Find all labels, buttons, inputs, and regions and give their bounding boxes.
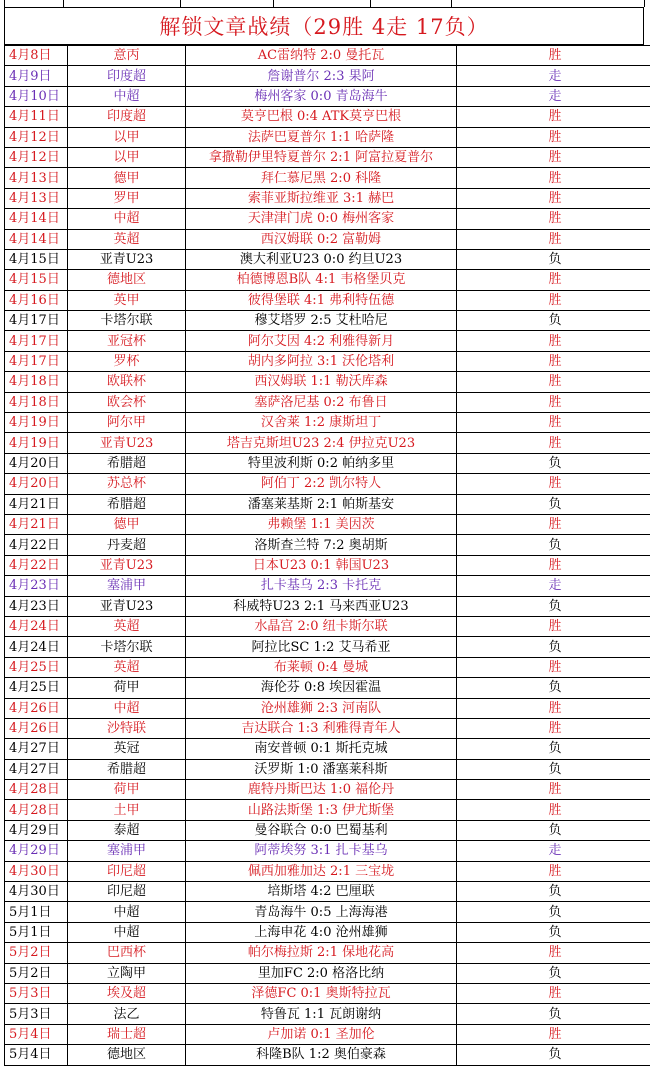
match-cell: 南安普顿 0:1 斯托克城 xyxy=(186,739,457,759)
result-cell: 胜 xyxy=(457,433,650,453)
result-cell: 胜 xyxy=(457,46,650,66)
table-row xyxy=(5,922,650,942)
match-cell: 水晶宫 2:0 纽卡斯尔联 xyxy=(186,616,457,636)
league-cell: 沙特联 xyxy=(68,718,186,738)
table-row xyxy=(5,270,650,290)
match-cell: 胡内多阿拉 3:1 沃伦塔利 xyxy=(186,351,457,371)
league-cell: 泰超 xyxy=(68,820,186,840)
league-cell: 印尼超 xyxy=(68,861,186,881)
match-cell: 泽德FC 0:1 奥斯特拉瓦 xyxy=(186,983,457,1003)
result-cell: 胜 xyxy=(457,331,650,351)
result-cell: 胜 xyxy=(457,209,650,229)
match-cell: 阿伯丁 2:2 凯尔特人 xyxy=(186,474,457,494)
table-row xyxy=(5,882,650,902)
date-cell: 4月12日 xyxy=(5,127,68,147)
result-cell: 负 xyxy=(457,494,650,514)
league-cell: 印度超 xyxy=(68,107,186,127)
table-row xyxy=(5,902,650,922)
league-cell: 德甲 xyxy=(68,514,186,534)
result-cell: 负 xyxy=(457,453,650,473)
table-row xyxy=(5,983,650,1003)
league-cell: 苏总杯 xyxy=(68,474,186,494)
table-row xyxy=(5,1045,650,1065)
league-cell: 立陶甲 xyxy=(68,963,186,983)
table-row xyxy=(5,494,650,514)
date-cell: 4月12日 xyxy=(5,147,68,167)
result-cell: 负 xyxy=(457,963,650,983)
result-cell: 胜 xyxy=(457,270,650,290)
result-cell: 胜 xyxy=(457,1024,650,1044)
league-cell: 土甲 xyxy=(68,800,186,820)
result-cell: 胜 xyxy=(457,290,650,310)
date-cell: 4月17日 xyxy=(5,331,68,351)
table-row xyxy=(5,209,650,229)
date-cell: 4月23日 xyxy=(5,596,68,616)
league-cell: 德甲 xyxy=(68,168,186,188)
match-cell: 澳大利亚U23 0:0 约旦U23 xyxy=(186,249,457,269)
date-cell: 5月4日 xyxy=(5,1024,68,1044)
result-cell: 胜 xyxy=(457,555,650,575)
result-cell: 走 xyxy=(457,66,650,86)
league-cell: 巴西杯 xyxy=(68,943,186,963)
match-cell: 阿蒂埃努 3:1 扎卡基乌 xyxy=(186,841,457,861)
match-cell: 索菲亚斯拉维亚 3:1 赫巴 xyxy=(186,188,457,208)
result-cell: 胜 xyxy=(457,474,650,494)
date-cell: 4月19日 xyxy=(5,433,68,453)
league-cell: 罗杯 xyxy=(68,351,186,371)
match-cell: 阿拉比SC 1:2 艾马希亚 xyxy=(186,637,457,657)
league-cell: 中超 xyxy=(68,902,186,922)
table-row xyxy=(5,759,650,779)
date-cell: 5月2日 xyxy=(5,963,68,983)
table-row xyxy=(5,657,650,677)
league-cell: 欧联杯 xyxy=(68,372,186,392)
date-cell: 4月18日 xyxy=(5,392,68,412)
match-cell: 科隆B队 1:2 奥伯豪森 xyxy=(186,1045,457,1065)
date-cell: 4月20日 xyxy=(5,474,68,494)
match-cell: 上海申花 4:0 沧州雄狮 xyxy=(186,922,457,942)
result-cell: 胜 xyxy=(457,147,650,167)
match-cell: 天津津门虎 0:0 梅州客家 xyxy=(186,209,457,229)
result-cell: 胜 xyxy=(457,514,650,534)
table-row xyxy=(5,739,650,759)
date-cell: 4月14日 xyxy=(5,209,68,229)
date-cell: 4月11日 xyxy=(5,107,68,127)
match-cell: 海伦芬 0:8 埃因霍温 xyxy=(186,678,457,698)
table-row xyxy=(5,46,650,66)
date-cell: 4月20日 xyxy=(5,453,68,473)
match-cell: 沧州雄狮 2:3 河南队 xyxy=(186,698,457,718)
league-cell: 中超 xyxy=(68,698,186,718)
match-cell: 穆艾塔罗 2:5 艾杜哈尼 xyxy=(186,311,457,331)
match-cell: 梅州客家 0:0 青岛海牛 xyxy=(186,86,457,106)
table-row xyxy=(5,229,650,249)
result-cell: 负 xyxy=(457,739,650,759)
table-row xyxy=(5,841,650,861)
match-cell: 特鲁瓦 1:1 瓦朗谢纳 xyxy=(186,1004,457,1024)
league-cell: 亚青U23 xyxy=(68,596,186,616)
result-cell: 胜 xyxy=(457,188,650,208)
date-cell: 4月10日 xyxy=(5,86,68,106)
result-cell: 胜 xyxy=(457,229,650,249)
table-row xyxy=(5,107,650,127)
table-row xyxy=(5,188,650,208)
table-row xyxy=(5,861,650,881)
result-cell: 胜 xyxy=(457,983,650,1003)
table-row xyxy=(5,1004,650,1024)
table-row xyxy=(5,596,650,616)
table-row xyxy=(5,800,650,820)
table-row xyxy=(5,1024,650,1044)
date-cell: 4月30日 xyxy=(5,861,68,881)
league-cell: 印度超 xyxy=(68,66,186,86)
league-cell: 塞浦甲 xyxy=(68,576,186,596)
date-cell: 4月17日 xyxy=(5,351,68,371)
table-row xyxy=(5,576,650,596)
league-cell: 希腊超 xyxy=(68,453,186,473)
match-cell: 鹿特丹斯巴达 1:0 福伦丹 xyxy=(186,780,457,800)
date-cell: 4月16日 xyxy=(5,290,68,310)
match-cell: 汉舍莱 1:2 康斯坦丁 xyxy=(186,413,457,433)
match-cell: AC雷纳特 2:0 曼托瓦 xyxy=(186,46,457,66)
date-cell: 4月21日 xyxy=(5,494,68,514)
match-cell: 曼谷联合 0:0 巴蜀基利 xyxy=(186,820,457,840)
match-cell: 西汉姆联 0:2 富勒姆 xyxy=(186,229,457,249)
match-cell: 扎卡基乌 2:3 卡托克 xyxy=(186,576,457,596)
result-cell: 胜 xyxy=(457,168,650,188)
results-table xyxy=(4,45,650,1066)
result-cell: 负 xyxy=(457,1045,650,1065)
result-cell: 胜 xyxy=(457,616,650,636)
match-cell: 弗赖堡 1:1 美因茨 xyxy=(186,514,457,534)
table-row xyxy=(5,168,650,188)
date-cell: 4月25日 xyxy=(5,678,68,698)
result-cell: 负 xyxy=(457,1004,650,1024)
result-cell: 负 xyxy=(457,249,650,269)
date-cell: 4月26日 xyxy=(5,698,68,718)
table-row xyxy=(5,963,650,983)
table-row xyxy=(5,474,650,494)
result-cell: 走 xyxy=(457,86,650,106)
date-cell: 4月17日 xyxy=(5,311,68,331)
sheet-title: 解锁文章战绩（29胜 4走 17负） xyxy=(4,7,644,45)
match-cell: 拿撒勒伊里特夏普尔 2:1 阿富拉夏普尔 xyxy=(186,147,457,167)
league-cell: 英超 xyxy=(68,616,186,636)
date-cell: 5月3日 xyxy=(5,983,68,1003)
table-row xyxy=(5,718,650,738)
result-cell: 胜 xyxy=(457,780,650,800)
league-cell: 英超 xyxy=(68,229,186,249)
league-cell: 英甲 xyxy=(68,290,186,310)
table-row xyxy=(5,147,650,167)
league-cell: 以甲 xyxy=(68,127,186,147)
result-cell: 胜 xyxy=(457,127,650,147)
date-cell: 4月13日 xyxy=(5,188,68,208)
date-cell: 4月29日 xyxy=(5,841,68,861)
match-cell: 特里波利斯 0:2 帕纳多里 xyxy=(186,453,457,473)
league-cell: 瑞士超 xyxy=(68,1024,186,1044)
table-row xyxy=(5,555,650,575)
table-row xyxy=(5,249,650,269)
table-row xyxy=(5,637,650,657)
match-cell: 西汉姆联 1:1 勒沃库森 xyxy=(186,372,457,392)
match-cell: 塞萨洛尼基 0:2 布鲁日 xyxy=(186,392,457,412)
match-cell: 阿尔艾因 4:2 利雅得新月 xyxy=(186,331,457,351)
table-row xyxy=(5,514,650,534)
table-row xyxy=(5,66,650,86)
result-cell: 胜 xyxy=(457,392,650,412)
league-cell: 塞浦甲 xyxy=(68,841,186,861)
result-cell: 胜 xyxy=(457,861,650,881)
date-cell: 5月3日 xyxy=(5,1004,68,1024)
result-cell: 胜 xyxy=(457,800,650,820)
match-cell: 柏德博恩B队 4:1 韦格堡贝克 xyxy=(186,270,457,290)
result-cell: 胜 xyxy=(457,107,650,127)
date-cell: 4月14日 xyxy=(5,229,68,249)
date-cell: 4月22日 xyxy=(5,555,68,575)
date-cell: 4月23日 xyxy=(5,576,68,596)
table-row xyxy=(5,943,650,963)
date-cell: 4月28日 xyxy=(5,780,68,800)
result-cell: 胜 xyxy=(457,657,650,677)
result-cell: 负 xyxy=(457,311,650,331)
table-row xyxy=(5,535,650,555)
date-cell: 4月24日 xyxy=(5,637,68,657)
league-cell: 以甲 xyxy=(68,147,186,167)
table-row xyxy=(5,780,650,800)
date-cell: 4月26日 xyxy=(5,718,68,738)
result-cell: 胜 xyxy=(457,943,650,963)
match-cell: 法萨巴夏普尔 1:1 哈萨隆 xyxy=(186,127,457,147)
result-cell: 胜 xyxy=(457,718,650,738)
match-cell: 科威特U23 2:1 马来西亚U23 xyxy=(186,596,457,616)
date-cell: 5月1日 xyxy=(5,922,68,942)
result-cell: 负 xyxy=(457,902,650,922)
league-cell: 希腊超 xyxy=(68,494,186,514)
date-cell: 4月25日 xyxy=(5,657,68,677)
match-cell: 塔吉克斯坦U23 2:4 伊拉克U23 xyxy=(186,433,457,453)
league-cell: 意丙 xyxy=(68,46,186,66)
date-cell: 5月1日 xyxy=(5,902,68,922)
table-row xyxy=(5,351,650,371)
match-cell: 吉达联合 1:3 利雅得青年人 xyxy=(186,718,457,738)
match-cell: 洛斯查兰特 7:2 奥胡斯 xyxy=(186,535,457,555)
result-cell: 胜 xyxy=(457,413,650,433)
match-cell: 卢加诺 0:1 圣加伦 xyxy=(186,1024,457,1044)
date-cell: 4月30日 xyxy=(5,882,68,902)
league-cell: 丹麦超 xyxy=(68,535,186,555)
result-cell: 负 xyxy=(457,759,650,779)
league-cell: 法乙 xyxy=(68,1004,186,1024)
table-row xyxy=(5,413,650,433)
result-cell: 负 xyxy=(457,637,650,657)
match-cell: 帕尔梅拉斯 2:1 保地花高 xyxy=(186,943,457,963)
date-cell: 4月24日 xyxy=(5,616,68,636)
league-cell: 英超 xyxy=(68,657,186,677)
league-cell: 荷甲 xyxy=(68,678,186,698)
league-cell: 中超 xyxy=(68,922,186,942)
league-cell: 希腊超 xyxy=(68,759,186,779)
date-cell: 4月13日 xyxy=(5,168,68,188)
table-row xyxy=(5,616,650,636)
league-cell: 德地区 xyxy=(68,270,186,290)
date-cell: 4月15日 xyxy=(5,270,68,290)
match-cell: 里加FC 2:0 格洛比纳 xyxy=(186,963,457,983)
table-row xyxy=(5,678,650,698)
match-cell: 佩西加雅加达 2:1 三宝垅 xyxy=(186,861,457,881)
result-cell: 负 xyxy=(457,535,650,555)
match-cell: 青岛海牛 0:5 上海海港 xyxy=(186,902,457,922)
table-row xyxy=(5,698,650,718)
league-cell: 阿尔甲 xyxy=(68,413,186,433)
table-row xyxy=(5,311,650,331)
league-cell: 欧会杯 xyxy=(68,392,186,412)
results-table-body xyxy=(5,46,650,1066)
date-cell: 5月2日 xyxy=(5,943,68,963)
table-row xyxy=(5,331,650,351)
date-cell: 4月28日 xyxy=(5,800,68,820)
table-row xyxy=(5,372,650,392)
match-cell: 莫亨巴根 0:4 ATK莫亨巴根 xyxy=(186,107,457,127)
table-row xyxy=(5,86,650,106)
league-cell: 印尼超 xyxy=(68,882,186,902)
result-cell: 负 xyxy=(457,596,650,616)
date-cell: 4月18日 xyxy=(5,372,68,392)
league-cell: 卡塔尔联 xyxy=(68,311,186,331)
date-cell: 4月8日 xyxy=(5,46,68,66)
result-cell: 胜 xyxy=(457,351,650,371)
league-cell: 亚冠杯 xyxy=(68,331,186,351)
league-cell: 亚青U23 xyxy=(68,249,186,269)
table-row xyxy=(5,820,650,840)
date-cell: 4月9日 xyxy=(5,66,68,86)
result-cell: 负 xyxy=(457,820,650,840)
result-cell: 走 xyxy=(457,841,650,861)
date-cell: 4月21日 xyxy=(5,514,68,534)
match-cell: 潘塞莱基斯 2:1 帕斯基安 xyxy=(186,494,457,514)
date-cell: 5月4日 xyxy=(5,1045,68,1065)
result-cell: 走 xyxy=(457,576,650,596)
league-cell: 罗甲 xyxy=(68,188,186,208)
match-cell: 彼得堡联 4:1 弗利特伍德 xyxy=(186,290,457,310)
date-cell: 4月29日 xyxy=(5,820,68,840)
match-cell: 拜仁慕尼黑 2:0 科隆 xyxy=(186,168,457,188)
date-cell: 4月15日 xyxy=(5,249,68,269)
result-cell: 负 xyxy=(457,678,650,698)
match-cell: 日本U23 0:1 韩国U23 xyxy=(186,555,457,575)
league-cell: 英冠 xyxy=(68,739,186,759)
match-cell: 沃罗斯 1:0 潘塞莱科斯 xyxy=(186,759,457,779)
league-cell: 亚青U23 xyxy=(68,433,186,453)
result-cell: 胜 xyxy=(457,698,650,718)
table-row xyxy=(5,127,650,147)
match-cell: 山路法斯堡 1:3 伊尤斯堡 xyxy=(186,800,457,820)
date-cell: 4月19日 xyxy=(5,413,68,433)
league-cell: 中超 xyxy=(68,86,186,106)
league-cell: 德地区 xyxy=(68,1045,186,1065)
result-cell: 负 xyxy=(457,882,650,902)
date-cell: 4月22日 xyxy=(5,535,68,555)
league-cell: 亚青U23 xyxy=(68,555,186,575)
table-row xyxy=(5,453,650,473)
league-cell: 中超 xyxy=(68,209,186,229)
table-row xyxy=(5,290,650,310)
table-row xyxy=(5,433,650,453)
result-cell: 胜 xyxy=(457,372,650,392)
match-cell: 布莱顿 0:4 曼城 xyxy=(186,657,457,677)
league-cell: 卡塔尔联 xyxy=(68,637,186,657)
table-row xyxy=(5,392,650,412)
date-cell: 4月27日 xyxy=(5,739,68,759)
league-cell: 荷甲 xyxy=(68,780,186,800)
league-cell: 埃及超 xyxy=(68,983,186,1003)
match-cell: 詹谢普尔 2:3 果阿 xyxy=(186,66,457,86)
date-cell: 4月27日 xyxy=(5,759,68,779)
top-border-strip xyxy=(0,0,650,7)
match-cell: 培斯塔 4:2 巴厘联 xyxy=(186,882,457,902)
result-cell: 负 xyxy=(457,922,650,942)
